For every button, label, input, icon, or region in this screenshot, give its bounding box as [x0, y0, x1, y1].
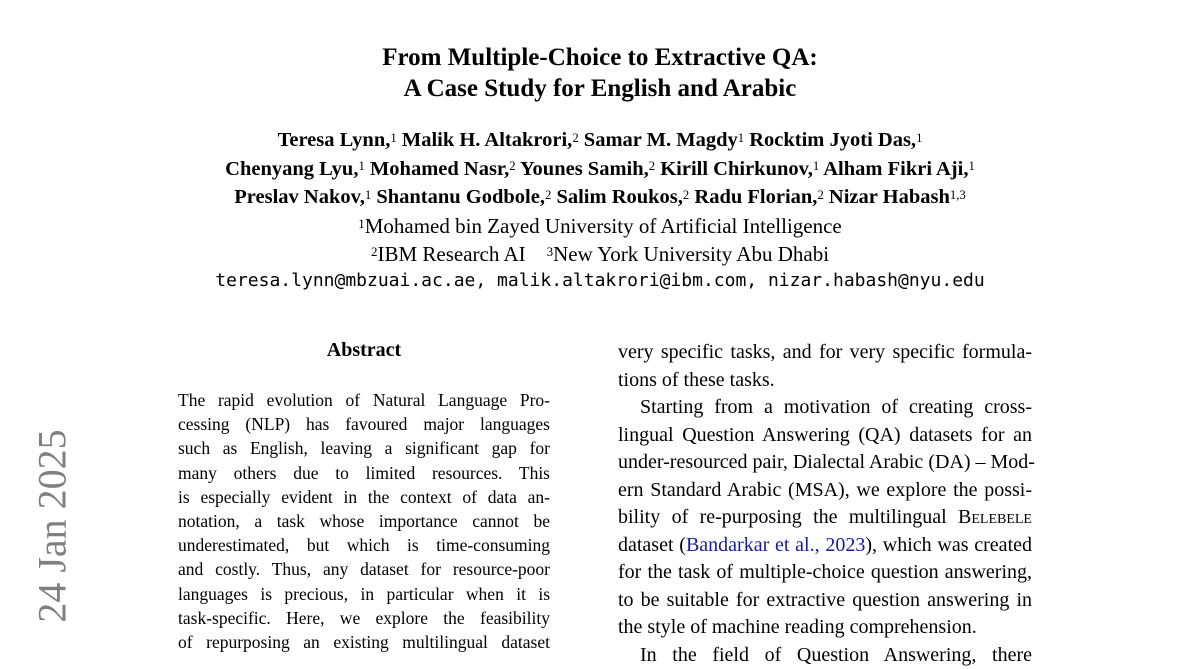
body-line: ern Standard Arabic (MSA), we explore the possi- — [618, 477, 1032, 505]
belebele-name: Belebele — [958, 506, 1032, 528]
body-line: bility of re-purposing the multilingual Belebele — [618, 504, 1032, 532]
title-line-1: From Multiple-Choice to Extractive QA: — [0, 42, 1200, 73]
author-line-3: Preslav Nakov,$^1$ Shantanu Godbole,$^2$ Salim Roukos,$^2$ Radu Florian,$^2$ Nizar Habash$^{1,3}$ — [0, 183, 1200, 212]
abstract-line: cessing (NLP) has favoured major languages — [178, 412, 550, 436]
abstract-line: of repurposing an existing multilingual dataset — [178, 630, 550, 654]
body-line: to be suitable for extractive question answering in — [618, 587, 1032, 615]
body-line: very specific tasks, and for very specific formula- — [618, 339, 1032, 367]
body-line: under-resourced pair, Dialectal Arabic (DA) – Mod- — [618, 449, 1032, 477]
abstract-line: task-specific. Here, we explore the feasibility — [178, 606, 550, 630]
title-line-2: A Case Study for English and Arabic — [0, 73, 1200, 104]
abstract-line: such as English, leaving a significant gap for — [178, 436, 550, 460]
citation-link[interactable]: Bandarkar et al., 2023 — [686, 534, 865, 556]
abstract-body — [178, 388, 550, 654]
body-line: tions of these tasks. — [618, 367, 1032, 395]
body-line: In the field of Question Answering, there — [618, 642, 1032, 669]
abstract-line: The rapid evolution of Natural Language Pro- — [178, 388, 550, 412]
abstract-line: languages is precious, in particular when it is — [178, 582, 550, 606]
paper-title — [0, 42, 1200, 104]
author-emails[interactable]: teresa.lynn@mbzuai.ac.ae, malik.altakrori@ibm.com, nizar.habash@nyu.edu — [0, 269, 1200, 293]
abstract-heading: Abstract — [178, 338, 550, 362]
intro-column — [618, 339, 1032, 669]
abstract-line: notation, a task whose importance cannot be — [178, 509, 550, 533]
body-line: lingual Question Answering (QA) datasets for an — [618, 422, 1032, 450]
abstract-line: and costly. Thus, any dataset for resource-poor — [178, 557, 550, 581]
abstract-line: many others due to limited resources. This — [178, 461, 550, 485]
body-line: the style of machine reading comprehension. — [618, 614, 1032, 642]
abstract-line: is especially evident in the context of data an- — [178, 485, 550, 509]
arxiv-date-stamp: 24 Jan 2025 — [29, 429, 76, 622]
affiliation-line-1: $^1$Mohamed bin Zayed University of Artificial Intelligence — [0, 212, 1200, 240]
author-list — [0, 126, 1200, 212]
abstract-line: underestimated, but which is time-consuming — [178, 533, 550, 557]
author-line-2: Chenyang Lyu,$^1$ Mohamed Nasr,$^2$ Younes Samih,$^2$ Kirill Chirkunov,$^1$ Alham Fikri Aji,$^1$ — [0, 155, 1200, 184]
affiliations — [0, 212, 1200, 268]
affiliation-line-2: $^2$IBM Research AI $^3$New York University Abu Dhabi — [0, 240, 1200, 268]
body-line: dataset (Bandarkar et al., 2023), which was created — [618, 532, 1032, 560]
body-line: for the task of multiple-choice question answering, — [618, 559, 1032, 587]
author-line-1: Teresa Lynn,$^1$ Malik H. Altakrori,$^2$ Samar M. Magdy$^1$ Rocktim Jyoti Das,$^1$ — [0, 126, 1200, 155]
body-line: Starting from a motivation of creating cross- — [618, 394, 1032, 422]
